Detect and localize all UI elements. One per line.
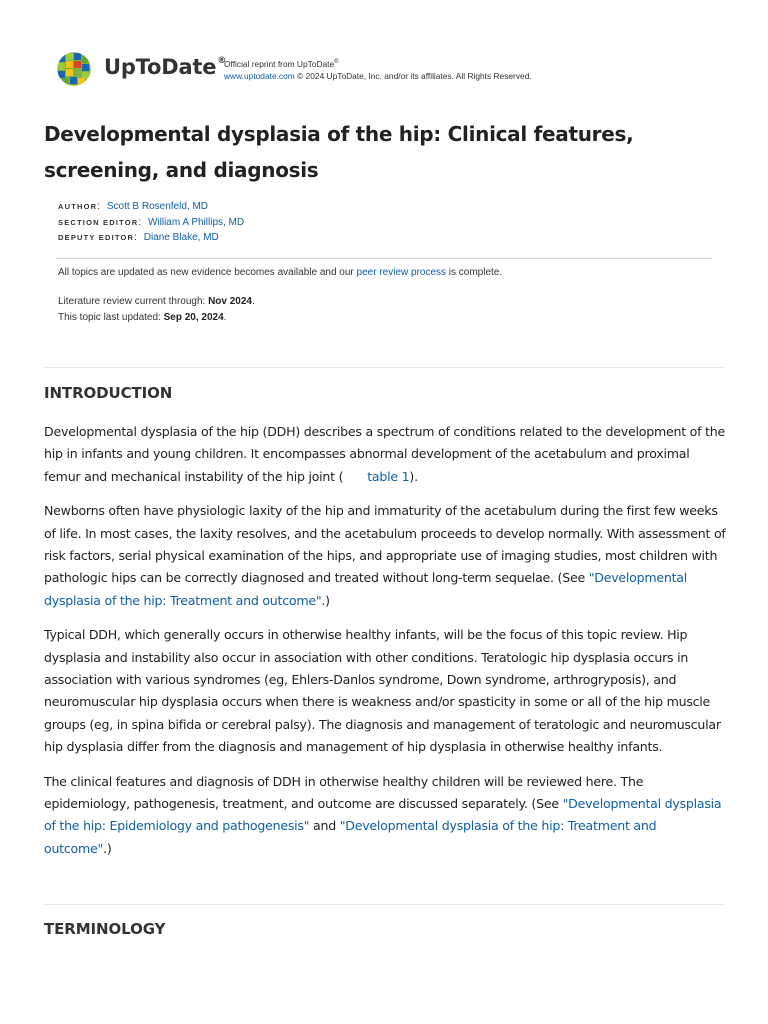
table-1-link[interactable]: table 1 bbox=[367, 468, 410, 484]
author-role: AUTHOR bbox=[58, 202, 98, 211]
reprint-header bbox=[56, 50, 736, 90]
epidemiology-pathogenesis-link[interactable]: "Developmental dysplasia of the hip: Epidemiology and pathogenesis" bbox=[44, 795, 722, 834]
paragraph-3: Typical DDH, which generally occurs in otherwise healthy infants, will be the focus of this topic review. Hip dysplasia and instability also occur in association with other conditions. Teratologic hip dysplasia occurs in association with various syndromes (eg, Ehlers-Danlos syndrome, Down syndrome, arthrogryposis), and neuromuscular hip dysplasia occurs when there is weakness and/or spasticity in some or all of the hip muscle groups (eg, in spina bifida or cerebral palsy). The diagnosis and management of teratologic and neuromuscular hip dysplasia differ from the diagnosis and management of hip dysplasia in otherwise healthy infants. bbox=[44, 627, 721, 754]
copyright-text: © 2024 UpToDate, Inc. and/or its affiliates. All Rights Reserved. bbox=[297, 70, 532, 81]
paragraph-2: Newborns often have physiologic laxity of the hip and immaturity of the acetabulum during the first few weeks of life. In most cases, the laxity resolves, and the acetabulum proceeds to develop normally. With assessment of risk factors, serial physical examination of the hips, and appropriate use of imaging studies, most children with pathologic hips can be correctly diagnosed and treated without long-term sequelae. (See "Developmental dysplasia of the hip: Treatment and outcome".) bbox=[44, 503, 726, 608]
paragraph-4: The clinical features and diagnosis of DDH in otherwise healthy children will be reviewed here. The epidemiology, pathogenesis, treatment, and outcome are discussed separately. (See "Developmental dysplasia of the hip: Epidemiology and pathogenesis" and "Developmental dysplasia of the hip: Treatment and outcome".) bbox=[44, 773, 722, 856]
site-link[interactable]: www.uptodate.com bbox=[224, 70, 295, 81]
contributors bbox=[58, 199, 244, 246]
deputy-editor-row: DEPUTY EDITOR: Diane Blake, MD bbox=[58, 232, 219, 243]
literature-review-date: Literature review current through: Nov 2024. bbox=[58, 296, 255, 307]
peer-review-link[interactable]: peer review process bbox=[356, 267, 447, 278]
last-updated-date: This topic last updated: Sep 20, 2024. bbox=[58, 312, 227, 323]
section-editor-link[interactable]: William A Phillips, MD bbox=[147, 216, 245, 228]
author-row: AUTHOR: Scott B Rosenfeld, MD bbox=[58, 201, 208, 212]
section-heading-terminology: TERMINOLOGY bbox=[44, 920, 166, 938]
brand-name: UpToDate® bbox=[104, 55, 227, 79]
uptodate-logo bbox=[56, 51, 92, 87]
divider bbox=[56, 258, 712, 259]
page-title: Developmental dysplasia of the hip: Clinical features, screening, and diagnosis bbox=[44, 122, 634, 182]
author-link[interactable]: Scott B Rosenfeld, MD bbox=[106, 201, 208, 212]
treatment-outcome-link[interactable]: "Developmental dysplasia of the hip: Treatment and outcome" bbox=[44, 570, 687, 608]
deputy-editor-role: DEPUTY EDITOR bbox=[58, 233, 135, 242]
deputy-editor-link[interactable]: Diane Blake, MD bbox=[143, 232, 219, 243]
section-editor-row: SECTION EDITOR: William A Phillips, MD bbox=[58, 216, 245, 228]
divider bbox=[44, 367, 724, 368]
introduction-body bbox=[44, 421, 726, 872]
table-icon bbox=[347, 472, 361, 482]
divider bbox=[44, 904, 724, 905]
section-editor-role: SECTION EDITOR bbox=[58, 217, 139, 227]
review-dates bbox=[58, 294, 255, 326]
paragraph-1: Developmental dysplasia of the hip (DDH) describes a spectrum of conditions related to the development of the hip in infants and young children. It encompasses abnormal development of the acetabulum and proximal femur and mechanical instability of the hip joint ( table 1). bbox=[44, 424, 725, 484]
treatment-outcome-link-2[interactable]: "Developmental dysplasia of the hip: Treatment and outcome" bbox=[44, 818, 657, 856]
update-notice: All topics are updated as new evidence becomes available and our peer review process is complete. bbox=[58, 267, 503, 278]
reprint-notice: Official reprint from UpToDate® www.uptodate.com © 2024 UpToDate, Inc. and/or its affiliates. All Rights Reserved. bbox=[224, 58, 532, 81]
section-heading-introduction: INTRODUCTION bbox=[44, 384, 173, 402]
